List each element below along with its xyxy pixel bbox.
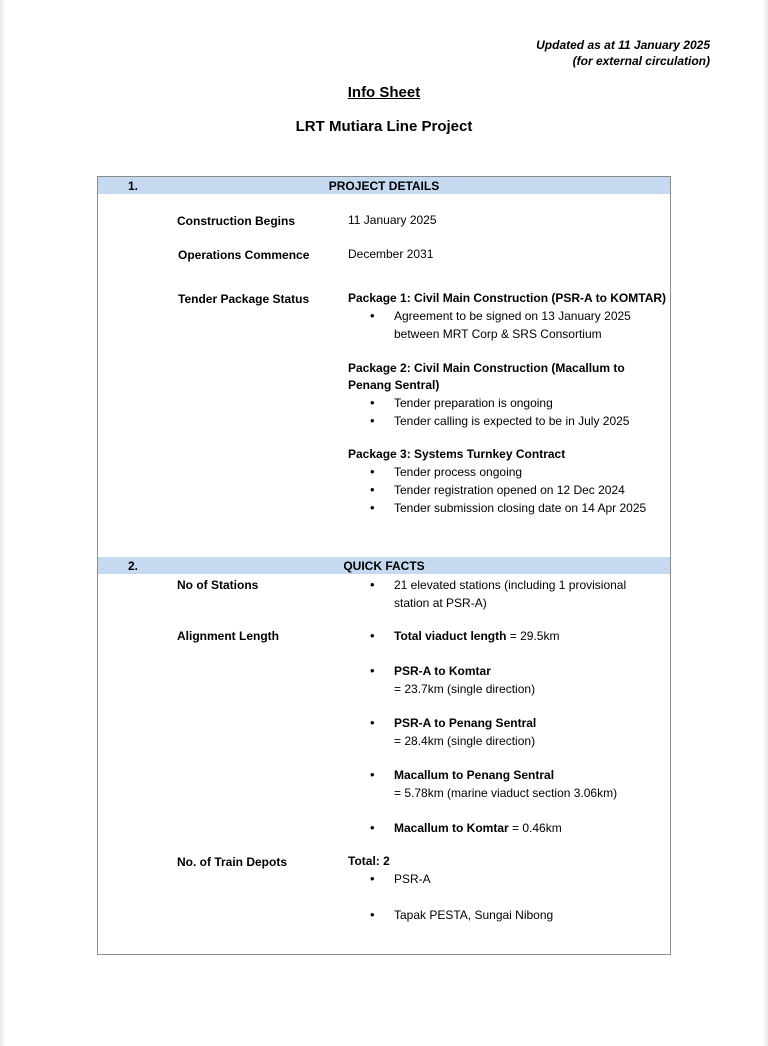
section-2-number: 2.	[128, 559, 139, 573]
package-3-bullet-3: • Tender submission closing date on 14 Apr 2025	[348, 499, 668, 517]
operations-value: December 2031	[348, 247, 434, 261]
stations-label: No of Stations	[177, 578, 259, 592]
alignment-item-1	[348, 627, 668, 645]
alignment-item-4	[348, 766, 668, 802]
alignment-item	[348, 662, 668, 698]
alignment-item-detail: = 0.46km	[508, 821, 562, 835]
alignment-item-detail: = 28.4km (single direction)	[394, 734, 536, 748]
construction-label: Construction Begins	[177, 214, 296, 228]
package-3-bullet-1: • Tender process ongoing	[348, 463, 668, 481]
package-1-title: Package 1: Civil Main Construction (PSR-A to KOMTAR)	[348, 291, 667, 305]
depots-label: No. of Train Depots	[177, 855, 288, 869]
update-note	[536, 37, 710, 69]
package-3	[348, 446, 668, 517]
alignment-item	[348, 819, 668, 837]
alignment-item	[348, 766, 668, 802]
alignment-item-5	[348, 819, 668, 837]
package-2	[348, 360, 648, 430]
updated-date: Updated as at 11 January 2025	[536, 38, 710, 52]
package-3-title: Package 3: Systems Turnkey Contract	[348, 447, 566, 461]
construction-value: 11 January 2025	[348, 213, 437, 227]
alignment-item-title: Macallum to Komtar	[394, 821, 509, 835]
package-2-title: Package 2: Civil Main Construction (Macallum to Penang Sentral)	[348, 361, 625, 392]
depot-item: • Tapak PESTA, Sungai Nibong	[348, 906, 668, 924]
alignment-item-detail: = 23.7km (single direction)	[394, 682, 536, 696]
package-3-bullet-2: • Tender registration opened on 12 Dec 2024	[348, 481, 668, 499]
operations-label: Operations Commence	[178, 248, 310, 262]
alignment-item	[348, 714, 668, 750]
package-1-bullet-1: • Agreement to be signed on 13 January 2025 between MRT Corp & SRS Consortium	[348, 307, 644, 343]
alignment-item-3	[348, 714, 668, 750]
depot-item: • PSR-A	[348, 870, 668, 888]
depots-total: Total: 2	[348, 854, 390, 868]
package-1	[348, 290, 668, 343]
section-2-heading: QUICK FACTS	[343, 559, 425, 573]
stations-value-block	[348, 576, 648, 612]
circulation-note: (for external circulation)	[572, 54, 710, 68]
section-1-heading: PROJECT DETAILS	[328, 179, 440, 193]
alignment-item-title: PSR-A to Komtar	[394, 664, 491, 678]
package-2-bullet-2: • Tender calling is expected to be in July 2025	[348, 412, 648, 430]
alignment-item-2	[348, 662, 668, 698]
section-1-header	[98, 177, 670, 194]
stations-value: • 21 elevated stations (including 1 provisional station at PSR-A)	[348, 576, 644, 612]
alignment-item	[348, 627, 668, 645]
alignment-item-title: Macallum to Penang Sentral	[394, 768, 555, 782]
page-edge-right	[762, 0, 768, 1046]
doc-title: Info Sheet	[347, 84, 421, 101]
package-2-bullet-1: • Tender preparation is ongoing	[348, 394, 648, 412]
info-table	[97, 176, 671, 955]
section-2-header	[98, 557, 670, 574]
alignment-item-detail: = 29.5km	[506, 629, 560, 643]
project-title: LRT Mutiara Line Project	[295, 118, 473, 135]
section-1-number: 1.	[128, 179, 139, 193]
page-edge-left	[0, 0, 6, 1046]
alignment-item-title: PSR-A to Penang Sentral	[394, 716, 537, 730]
tender-label: Tender Package Status	[178, 292, 310, 306]
depots-block	[348, 853, 668, 924]
alignment-item-detail: = 5.78km (marine viaduct section 3.06km)	[394, 786, 618, 800]
alignment-item-title: Total viaduct length	[394, 629, 507, 643]
alignment-label: Alignment Length	[177, 629, 279, 643]
